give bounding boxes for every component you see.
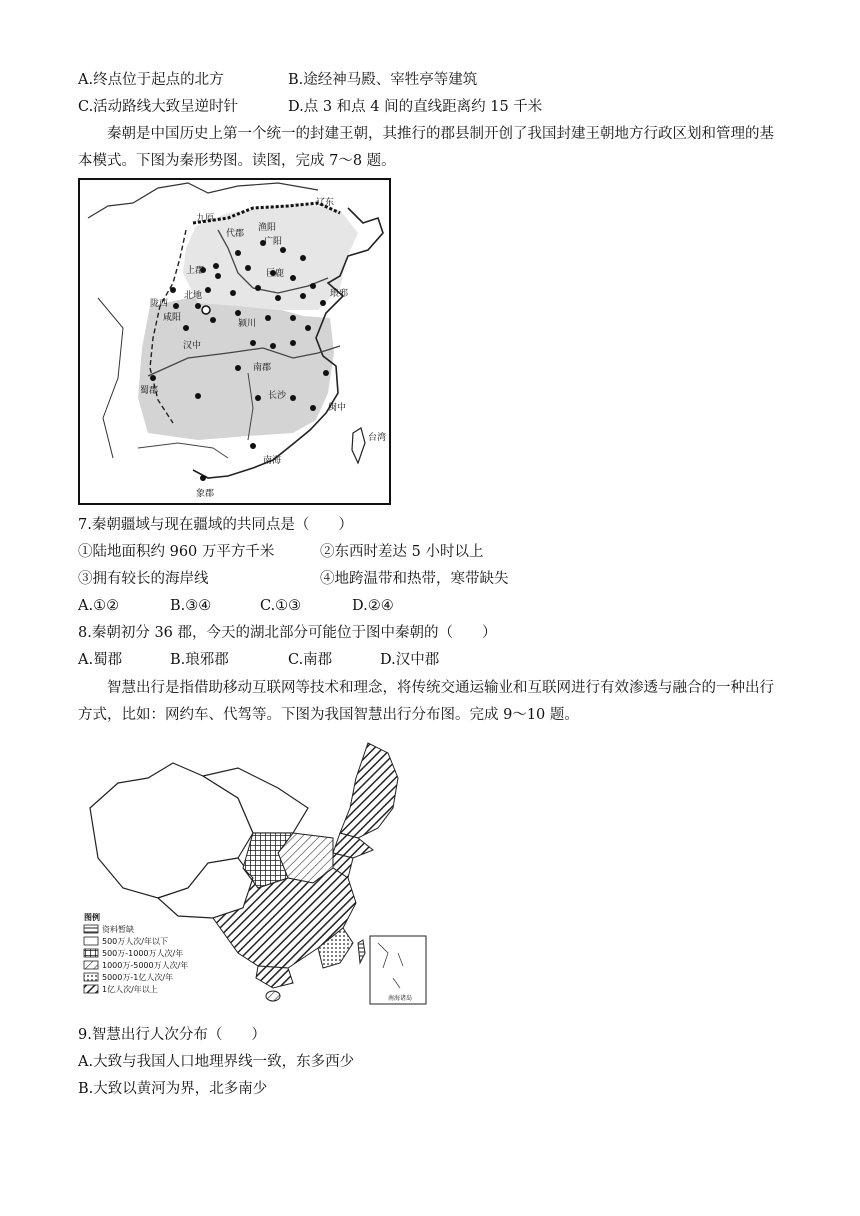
q6-option-a: A.终点位于起点的北方 [78,72,224,88]
legend-item-2: 500万-1000万人次/年 [102,949,184,958]
label-beidi: 北地 [184,291,203,301]
label-shujun: 蜀郡 [140,386,159,396]
q6-option-b: B.途经神马殿、宰牲亭等建筑 [288,72,478,88]
q6-option-d: D.点 3 和点 4 间的直线距离约 15 千米 [288,99,543,115]
label-xiangjun: 象郡 [196,489,215,499]
legend-title: 图例 [84,913,100,922]
q7-statement-4: ④地跨温带和热带，寒带缺失 [320,571,509,587]
legend-item-4: 5000万-1亿人次/年 [102,973,174,982]
legend-item-3: 1000万-5000万人次/年 [102,961,189,970]
q7-option-a: A.①② [78,598,120,614]
label-xianyang: 咸阳 [163,313,182,323]
label-yuyang: 渔阳 [258,223,277,233]
legend-item-0: 资料暂缺 [102,925,134,934]
legend-swatch-5000w-1yi [84,973,98,981]
legend-swatch-no-data [84,925,98,933]
label-taiwan: 台湾 [368,433,387,443]
legend-item-5: 1亿人次/年以上 [102,985,158,994]
label-hanzhong: 汉中 [183,341,202,351]
legend-swatch-1000w-5000w [84,961,98,969]
smart-intro: 智慧出行是指借助移动互联网等技术和理念，将传统交通运输业和互联网进行有效渗透与融合的一种出行方式，比如：网约车、代驾等。下图为我国智慧出行分布图。完成 9～10 题。 [78,680,774,723]
q9-option-a: A.大致与我国人口地理界线一致，东多西少 [78,1054,355,1070]
smart-travel-map [78,738,438,1008]
label-nanjun: 南郡 [253,363,272,373]
q8-option-c: C.南郡 [288,652,333,668]
legend-swatch-lt500w [84,937,98,945]
label-daijun: 代郡 [226,229,245,239]
label-minzhong: 闽中 [328,403,347,413]
label-liaodong: 辽东 [316,198,335,208]
inset-label: 南海诸岛 [388,995,413,1002]
q7-statement-3: ③拥有较长的海岸线 [78,571,209,587]
q7-option-b: B.③④ [170,598,212,614]
label-shangjun: 上郡 [186,266,205,276]
label-nanhai: 南海 [263,456,282,466]
q6-option-c: C.活动路线大致呈逆时针 [78,99,239,115]
qin-map [78,178,391,505]
legend-swatch-500w-1000w [84,949,98,957]
legend-item-1: 500万人次/年以下 [102,937,168,946]
q8-option-b: B.琅邪郡 [170,652,229,668]
label-guangyang: 广阳 [264,237,283,247]
label-jiuyuan: 九原 [196,214,215,224]
q8-option-a: A.蜀郡 [78,652,123,668]
label-julu: 巨鹿 [266,269,285,279]
q9-option-b: B.大致以黄河为界，北多南少 [78,1081,268,1097]
q8-stem: 8.秦朝初分 36 郡，今天的湖北部分可能位于图中秦朝的（ ） [78,625,497,641]
qin-intro: 秦朝是中国历史上第一个统一的封建王朝，其推行的郡县制开创了我国封建王朝地方行政区划和管理的基本模式。下图为秦形势图。读图，完成 7～8 题。 [78,126,774,169]
label-longxi: 陇西 [150,299,169,309]
label-changsha: 长沙 [268,391,287,401]
q9-stem: 9.智慧出行人次分布（ ） [78,1027,266,1043]
label-yingchuan: 颍川 [238,319,257,329]
legend-swatch-gt1yi [84,985,98,993]
q7-option-d: D.②④ [352,598,394,614]
label-langya: 琅邪 [330,289,349,299]
q7-option-c: C.①③ [260,598,302,614]
q7-stem: 7.秦朝疆域与现在疆域的共同点是（ ） [78,517,353,533]
q7-statement-1: ①陆地面积约 960 万平方千米 [78,544,275,560]
q7-statement-2: ②东西时差达 5 小时以上 [320,544,484,560]
q8-option-d: D.汉中郡 [380,652,440,668]
